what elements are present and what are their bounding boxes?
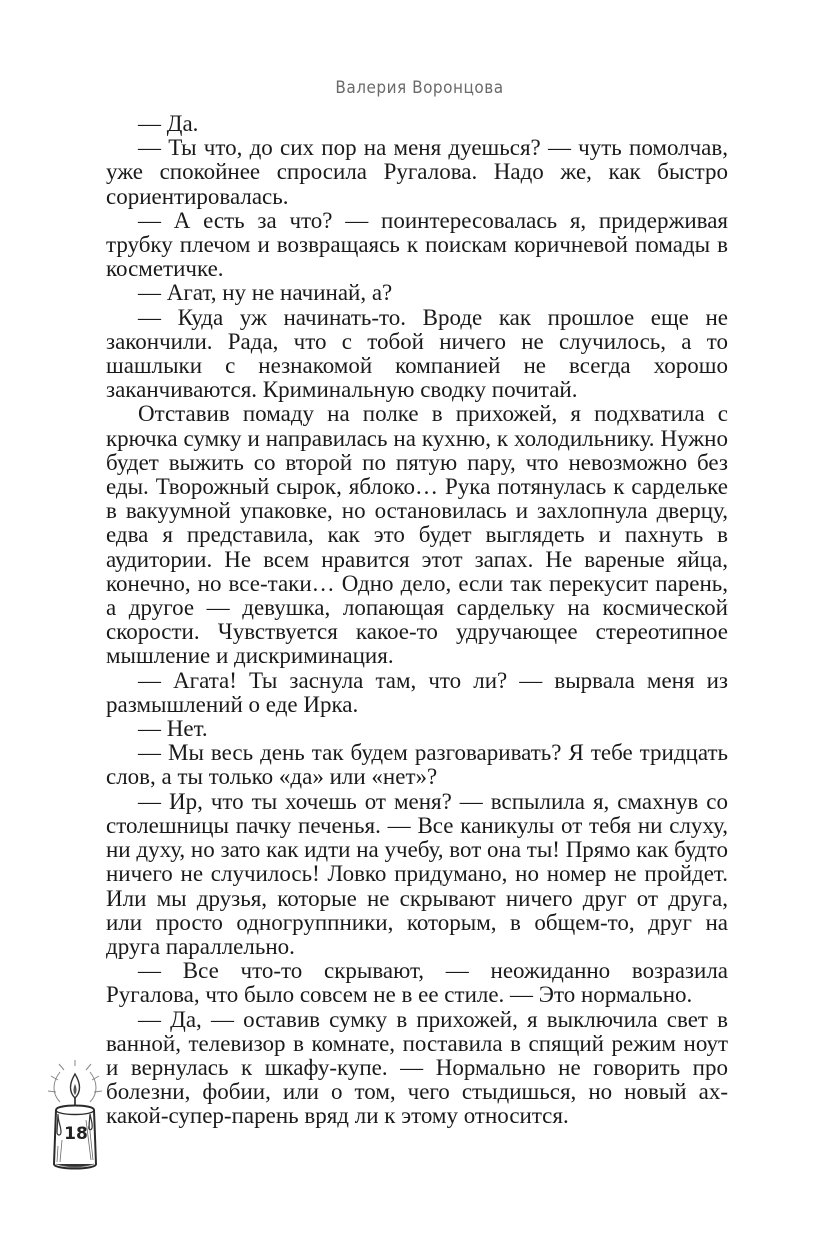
paragraph: — Ты что, до сих пор на меня дуешься? — чуть помолчав, уже спокойнее спросила Ругалова. Надо же, как быстро сориентировалась.: [106, 135, 728, 209]
paragraph: — Нет.: [138, 716, 208, 742]
paragraph: — Ир, что ты хочешь от меня? — вспылила я, смахнув со столешницы пачку печенья. — Все каникулы от тебя ни слуху, ни духу, но зато как идти на учебу, вот она ты! Прямо как будто ничего не случилось! Ловко придумано, но номер не пройдет. Или мы друзья, которые не скрывают ничего друг от друга, или просто одногруппники, которым, в общем-то, друг на друга параллельно.: [106, 788, 728, 959]
paragraph: — Все что-то скрывают, — неожиданно возразила Ругалова, что было совсем не в ее стиле. — Это нормально.: [106, 958, 728, 1008]
paragraph: Отставив помаду на полке в прихожей, я подхватила с крючка сумку и направилась на кухню, к холодильнику. Нужно будет выжить со второй по пятую пару, что невозможно без еды. Творожный сырок, яблоко… Рука потянулась к сардельке в вакуумной упаковке, но остановилась и захлопнула дверцу, едва я представила, как это будет выглядеть и пахнуть в аудитории. Не всем нравится этот запах. Не вареные яйца, конечно, но все-таки… Одно дело, если так перекусит парень, а другое — девушка, лопающая сардельку на космической скорости. Чувствуется какое-то удручающее стереотипное мышление и дискриминация.: [106, 401, 728, 669]
paragraph: — Куда уж начинать-то. Вроде как прошлое еще не закончили. Рада, что с тобой ничего не случилось, а то шашлыки с незнакомой компанией не всегда хорошо заканчиваются. Криминальную сводку почитай.: [106, 304, 728, 403]
paragraph: — Да.: [138, 111, 199, 136]
paragraph: — А есть за что? — поинтересовалась я, придерживая трубку плечом и возвращаясь к поискам коричневой помады в косметичке.: [106, 207, 728, 282]
paragraph: — Мы весь день так будем разговаривать? Я тебе тридцать слов, а ты только «да» или «нет»?: [106, 740, 728, 790]
candle-icon: [42, 1060, 108, 1172]
paragraph: — Агат, ну не начинай, а?: [138, 280, 393, 306]
running-head-author: Валерия Воронцова: [335, 78, 504, 98]
body-text: [106, 112, 728, 1129]
page-number: 18: [64, 1124, 88, 1144]
paragraph: — Агата! Ты заснула там, что ли? — вырвала меня из размышлений о еде Ирка.: [106, 667, 728, 717]
paragraph: — Да, — оставив сумку в прихожей, я выключила свет в ванной, телевизор в комнате, поставила в спящий режим ноут и вернулась к шкафу-купе. — Нормально не говорить про болезни, фобии, или о том, чего стыдишься, но новый ах-какой-супер-парень вряд ли к этому относится.: [106, 1006, 728, 1129]
